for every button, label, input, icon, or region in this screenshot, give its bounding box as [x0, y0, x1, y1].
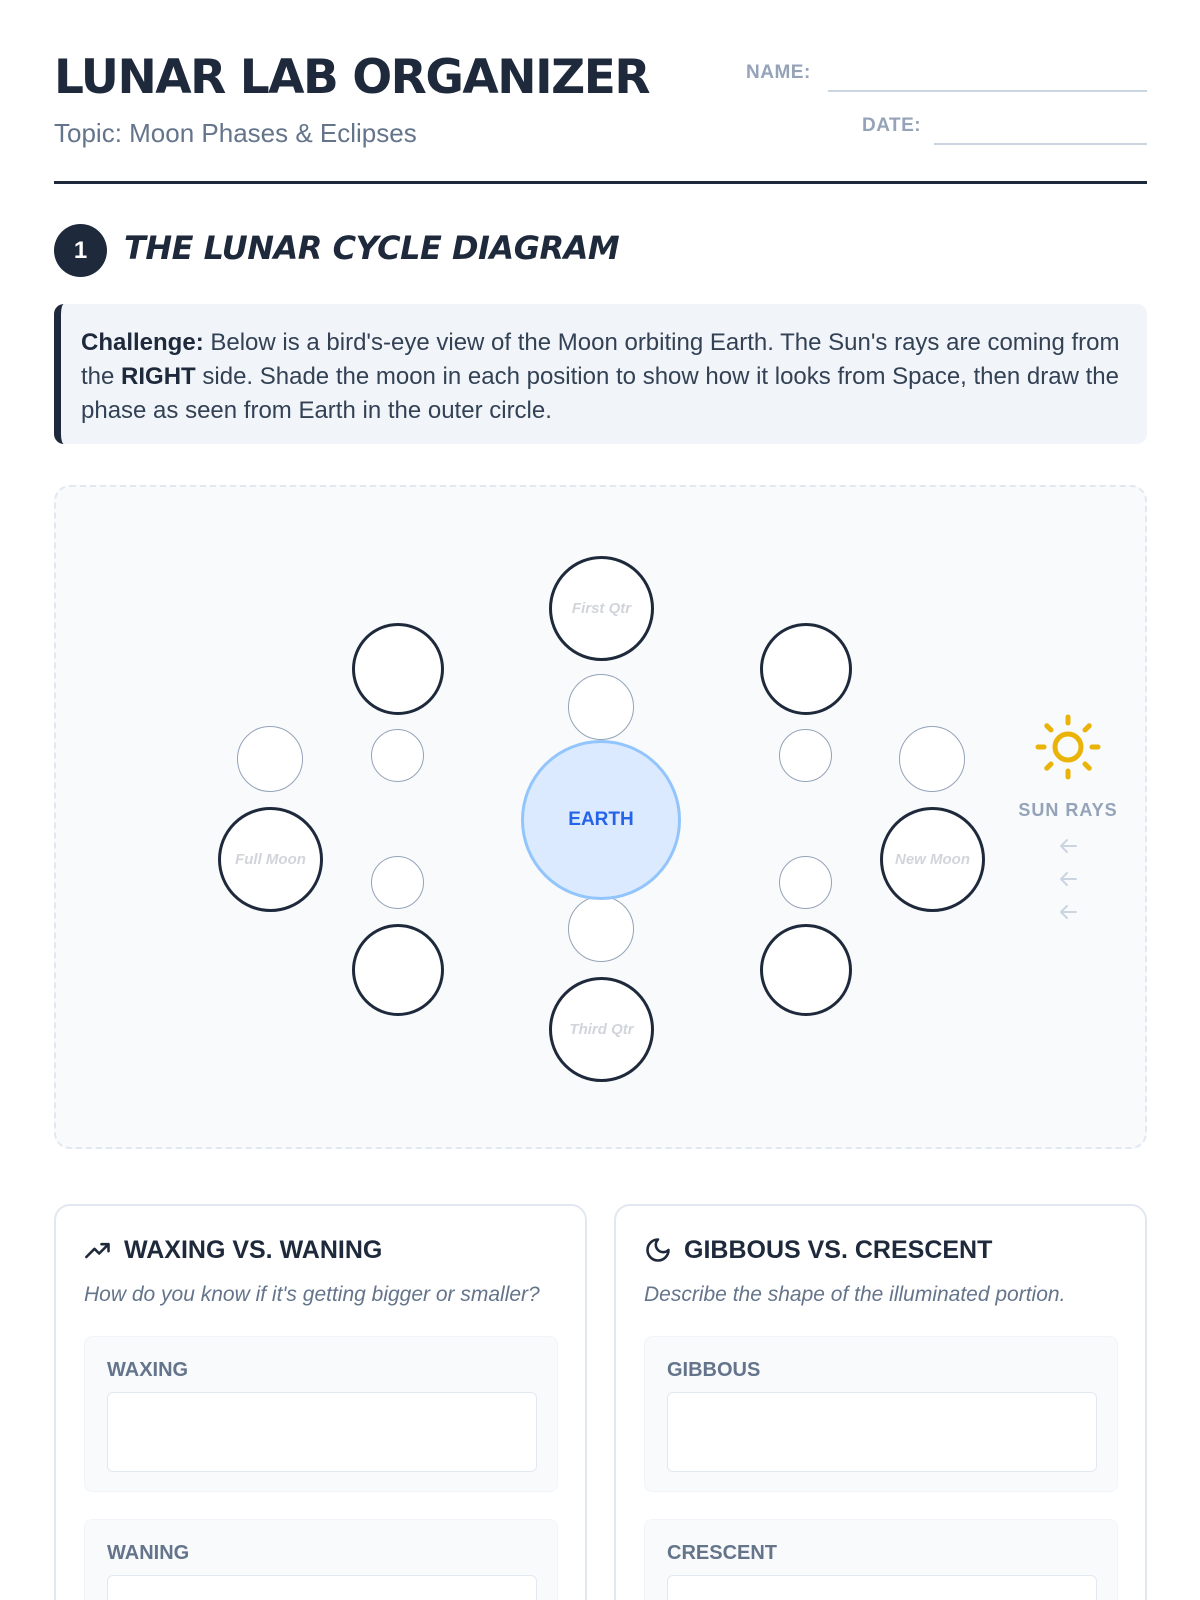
name-label: NAME:	[746, 62, 811, 83]
gibbous-crescent-card	[614, 1204, 1147, 1600]
inner-moon-waxing-crescent[interactable]	[779, 729, 832, 782]
page-title: LUNAR LAB ORGANIZER	[54, 50, 650, 105]
inner-moon-waxing-gibbous[interactable]	[371, 729, 424, 782]
outer-moon-full[interactable]: Full Moon	[218, 807, 323, 912]
card-subtitle: How do you know if it's getting bigger or smaller?	[84, 1283, 540, 1306]
card-subtitle: Describe the shape of the illuminated portion.	[644, 1283, 1066, 1306]
challenge-emphasis: RIGHT	[121, 363, 196, 390]
outer-moon-first-quarter[interactable]: First Qtr	[549, 556, 654, 661]
crescent-answer-field[interactable]	[667, 1575, 1097, 1600]
card-title: GIBBOUS VS. CRESCENT	[684, 1236, 993, 1264]
outer-moon-waxing-gibbous[interactable]	[352, 623, 444, 715]
waning-box	[84, 1519, 558, 1600]
arrow-left-icon	[1056, 834, 1080, 858]
inner-moon-waning-crescent[interactable]	[779, 856, 832, 909]
sun-icon	[1035, 714, 1101, 780]
arrow-left-icon	[1056, 867, 1080, 891]
outer-moon-waxing-crescent[interactable]	[760, 623, 852, 715]
trending-up-icon	[84, 1236, 112, 1264]
outer-moon-third-quarter[interactable]: Third Qtr	[549, 977, 654, 1082]
waning-answer-field[interactable]	[107, 1575, 537, 1600]
challenge-lead: Challenge:	[81, 329, 204, 356]
waning-label: WANING	[107, 1542, 190, 1564]
challenge-callout	[54, 304, 1147, 444]
inner-moon-full[interactable]	[237, 726, 303, 792]
challenge-text-1: Below is a bird's-eye view of the Moon orbiting Earth. The Sun's rays are coming from the	[81, 329, 1120, 390]
inner-moon-first-quarter[interactable]	[568, 674, 634, 740]
date-field[interactable]	[934, 143, 1147, 145]
section-title: THE LUNAR CYCLE DIAGRAM	[124, 229, 620, 267]
waxing-answer-field[interactable]	[107, 1392, 537, 1472]
waxing-box	[84, 1336, 558, 1492]
gibbous-label: GIBBOUS	[667, 1359, 761, 1381]
outer-moon-waning-gibbous[interactable]	[352, 924, 444, 1016]
inner-moon-third-quarter[interactable]	[568, 896, 634, 962]
waxing-label: WAXING	[107, 1359, 189, 1381]
worksheet-header	[54, 50, 1147, 184]
outer-moon-new[interactable]: New Moon	[880, 807, 985, 912]
inner-moon-waning-gibbous[interactable]	[371, 856, 424, 909]
earth-circle: EARTH	[521, 740, 681, 900]
crescent-box	[644, 1519, 1118, 1600]
challenge-text-2: side. Shade the moon in each position to show how it looks from Space, then draw the phase as seen from Earth in the outer circle.	[81, 363, 1119, 424]
name-field[interactable]	[828, 90, 1147, 92]
outer-moon-waning-crescent[interactable]	[760, 924, 852, 1016]
sun-indicator	[1018, 710, 1118, 930]
sun-rays-label: SUN RAYS	[1018, 800, 1118, 820]
gibbous-answer-field[interactable]	[667, 1392, 1097, 1472]
section-number-badge: 1	[54, 224, 107, 277]
page-subtitle: Topic: Moon Phases & Eclipses	[54, 118, 417, 148]
gibbous-box	[644, 1336, 1118, 1492]
crescent-label: CRESCENT	[667, 1542, 778, 1564]
arrow-left-icon	[1056, 900, 1080, 924]
waxing-waning-card	[54, 1204, 587, 1600]
date-label: DATE:	[862, 115, 922, 136]
card-title: WAXING VS. WANING	[124, 1236, 383, 1264]
inner-moon-new[interactable]	[899, 726, 965, 792]
moon-icon	[644, 1236, 672, 1264]
